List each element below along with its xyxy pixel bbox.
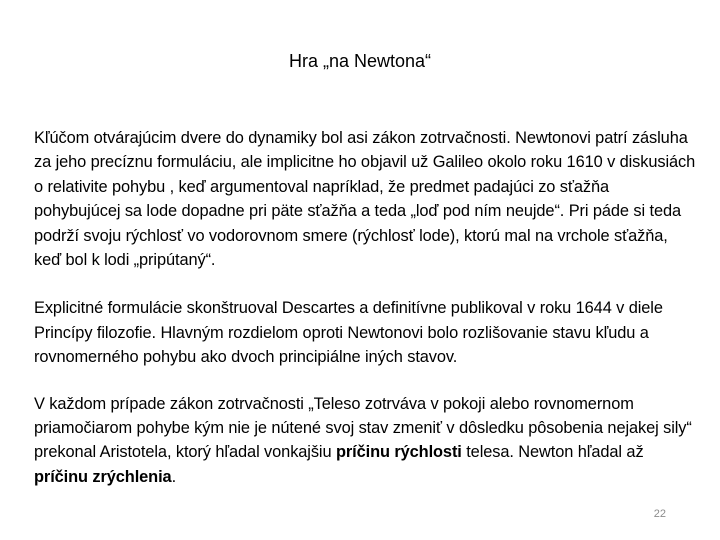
slide-body [34,126,696,489]
paragraph-inertia-galileo: Kľúčom otvárajúcim dvere do dynamiky bol asi zákon zotrvačnosti. Newtonovi patrí zásluha za jeho precíznu formuláciu, ale implicitne ho objavil už Galileo okolo roku 1610 v diskusiách o relativite pohybu , keď argumentoval napríklad, že predmet padajúci zo sťažňa pohybujúcej sa lode dopadne pri päte sťažňa a teda „loď pod ním neujde“. Pri páde si teda podrží svoju rýchlosť vo vodorovnom smere (rýchlosť lode), ktorú mal na vrchole sťažňa, keď bol k lodi „pripútaný“. [34,129,696,270]
bold-term-cause-of-acceleration: príčinu zrýchlenia [34,467,172,486]
slide-title: Hra „na Newtona“ [288,51,432,71]
paragraph-newton-aristotle [34,392,696,490]
bold-term-cause-of-velocity: príčinu rýchlosti [335,443,462,462]
paragraph-text-part: . [171,467,177,486]
paragraph-descartes: Explicitné formulácie skonštruoval Descartes a definitívne publikoval v roku 1644 v diele Princípy filozofie. Hlavným rozdielom oproti Newtonovi bolo rozlišovanie stavu kľudu a rovnomerného pohybu ako dvoch principiálne iných stavov. [34,299,663,367]
paragraph-text-part: V každom prípade zákon zotrvačnosti „Teleso zotrváva v pokoji alebo rovnomernom priamočiarom pohybe kým nie je nútené svoj stav zmeniť v dôsledku pôsobenia nejakej sily“ prekonal Aristotela, ktorý hľadal vonkajšiu [34,394,692,462]
page-number: 22 [653,508,666,520]
paragraph-text-part: telesa. Newton hľadal až [461,443,644,462]
